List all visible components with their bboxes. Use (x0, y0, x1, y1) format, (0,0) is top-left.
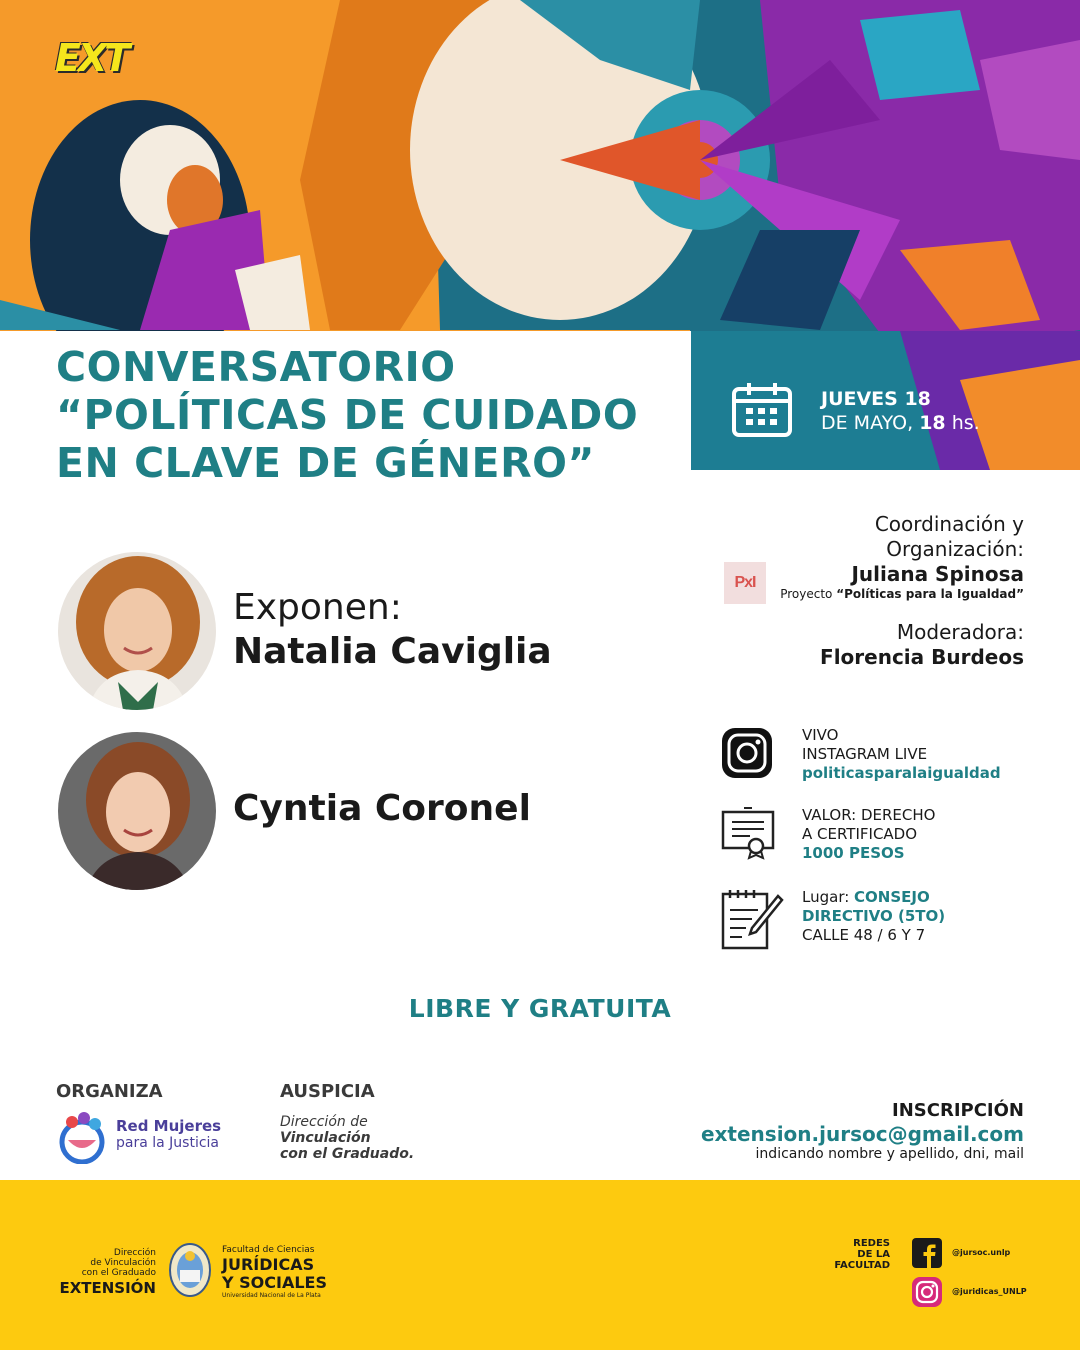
price-text (802, 806, 935, 863)
date-hour: 18 (919, 412, 946, 434)
place-name-1: CONSEJO (854, 888, 930, 906)
date-text (821, 387, 980, 435)
footer-fac-3: Y SOCIALES (222, 1273, 328, 1292)
instagram-color-icon (912, 1277, 942, 1307)
speaker-photo-2 (58, 732, 216, 890)
extension-logo-text (58, 1248, 156, 1298)
live-platform: INSTAGRAM LIVE (802, 745, 928, 763)
event-date (691, 331, 1080, 470)
red-mujeres-logo (54, 1110, 110, 1164)
date-month-time (821, 411, 980, 435)
speaker-portrait-2 (58, 732, 216, 890)
footer-fac-2: JURÍDICAS (222, 1255, 315, 1274)
date-month: DE MAYO, (821, 412, 920, 434)
organiza-label: ORGANIZA (56, 1081, 163, 1102)
place-text (802, 888, 945, 945)
speakers-block (233, 586, 552, 674)
auspicia-label: AUSPICIA (280, 1081, 375, 1102)
social-label (800, 1238, 890, 1271)
red-mujeres-text (116, 1118, 221, 1152)
coordination-label-1: Coordinación y (874, 512, 1024, 536)
footer-dir-3: con el Graduado (81, 1268, 156, 1278)
title-line-3: EN CLAVE DE GÉNERO” (56, 439, 595, 487)
footer-extension: EXTENSIÓN (59, 1279, 156, 1297)
moderator-label: Moderadora: (896, 620, 1024, 644)
project-logo: PxI (724, 562, 766, 604)
unlp-seal-icon (168, 1242, 212, 1298)
free-label: LIBRE Y GRATUITA (408, 994, 672, 1023)
price-value: 1000 PESOS (802, 844, 905, 862)
facebook-icon (912, 1238, 942, 1268)
price-label-2: A CERTIFICADO (802, 825, 918, 843)
instagram-handle: @juridicas_UNLP (952, 1287, 1027, 1296)
registration-note: indicando nombre y apellido, dni, mail (755, 1146, 1024, 1162)
footer-fac-1: Facultad de Ciencias (222, 1245, 315, 1255)
speaker-name-2: Cyntia Coronel (233, 788, 531, 829)
facebook-handle: @jursoc.unlp (952, 1248, 1011, 1257)
redes-1: REDES (853, 1238, 890, 1249)
auspicia-line-1: Dirección de (280, 1114, 368, 1130)
registration-block (701, 1100, 1024, 1163)
title-line-1: CONVERSATORIO (56, 343, 456, 391)
speaker-photo-1 (58, 552, 216, 710)
date-hour-unit: hs. (945, 412, 980, 434)
speaker-portrait-1 (58, 552, 216, 710)
footer-dir-2: de Vinculación (90, 1258, 156, 1268)
footer (0, 1180, 1080, 1350)
price-label-1: VALOR: DERECHO (802, 806, 936, 824)
place-name-2: DIRECTIVO (5TO) (802, 907, 946, 925)
speaker-name-1: Natalia Caviglia (233, 631, 552, 672)
footer-fac-4: Universidad Nacional de La Plata (222, 1292, 321, 1299)
coordination-block (780, 512, 1024, 602)
redes-2: DE LA (857, 1249, 890, 1260)
faculty-logo-text (222, 1244, 327, 1300)
live-handle[interactable]: politicasparalaigualdad (802, 764, 1001, 782)
coordination-label-2: Organización: (886, 537, 1024, 561)
title-line-2: “POLÍTICAS DE CUIDADO (56, 391, 639, 439)
red-mujeres-name-1: Red Mujeres (116, 1117, 222, 1135)
event-title (0, 331, 691, 491)
live-label: VIVO (802, 726, 839, 744)
place-label: Lugar: (802, 888, 855, 906)
instagram-icon (720, 726, 774, 780)
project-line (780, 587, 1024, 602)
red-mujeres-name-2: para la Justicia (116, 1135, 220, 1151)
notepad-pencil-icon (720, 888, 784, 950)
project-prefix: Proyecto (780, 587, 837, 601)
live-text (802, 726, 1001, 783)
moderator-block (820, 620, 1024, 670)
auspicia-line-3: con el Graduado. (280, 1146, 415, 1162)
calendar-icon (731, 381, 793, 439)
certificate-icon (720, 806, 776, 860)
auspicia-line-2: Vinculación (280, 1130, 371, 1146)
auspicia-text (280, 1114, 414, 1162)
speakers-label: Exponen: (233, 587, 402, 628)
registration-email[interactable]: extension.jursoc@gmail.com (700, 1122, 1024, 1146)
project-name: “Políticas para la Igualdad” (836, 587, 1024, 601)
footer-dir-1: Dirección (113, 1248, 156, 1258)
place-address: CALLE 48 / 6 Y 7 (802, 926, 926, 944)
redes-3: FACULTAD (834, 1260, 890, 1271)
coordinator-name: Juliana Spinosa (851, 562, 1024, 586)
speaker-block-2 (233, 787, 531, 831)
place-line-1 (802, 888, 945, 907)
registration-label: INSCRIPCIÓN (892, 1100, 1024, 1121)
date-day: JUEVES 18 (821, 388, 931, 410)
ext-logo: EXT (55, 36, 128, 80)
moderator-name: Florencia Burdeos (820, 645, 1024, 669)
